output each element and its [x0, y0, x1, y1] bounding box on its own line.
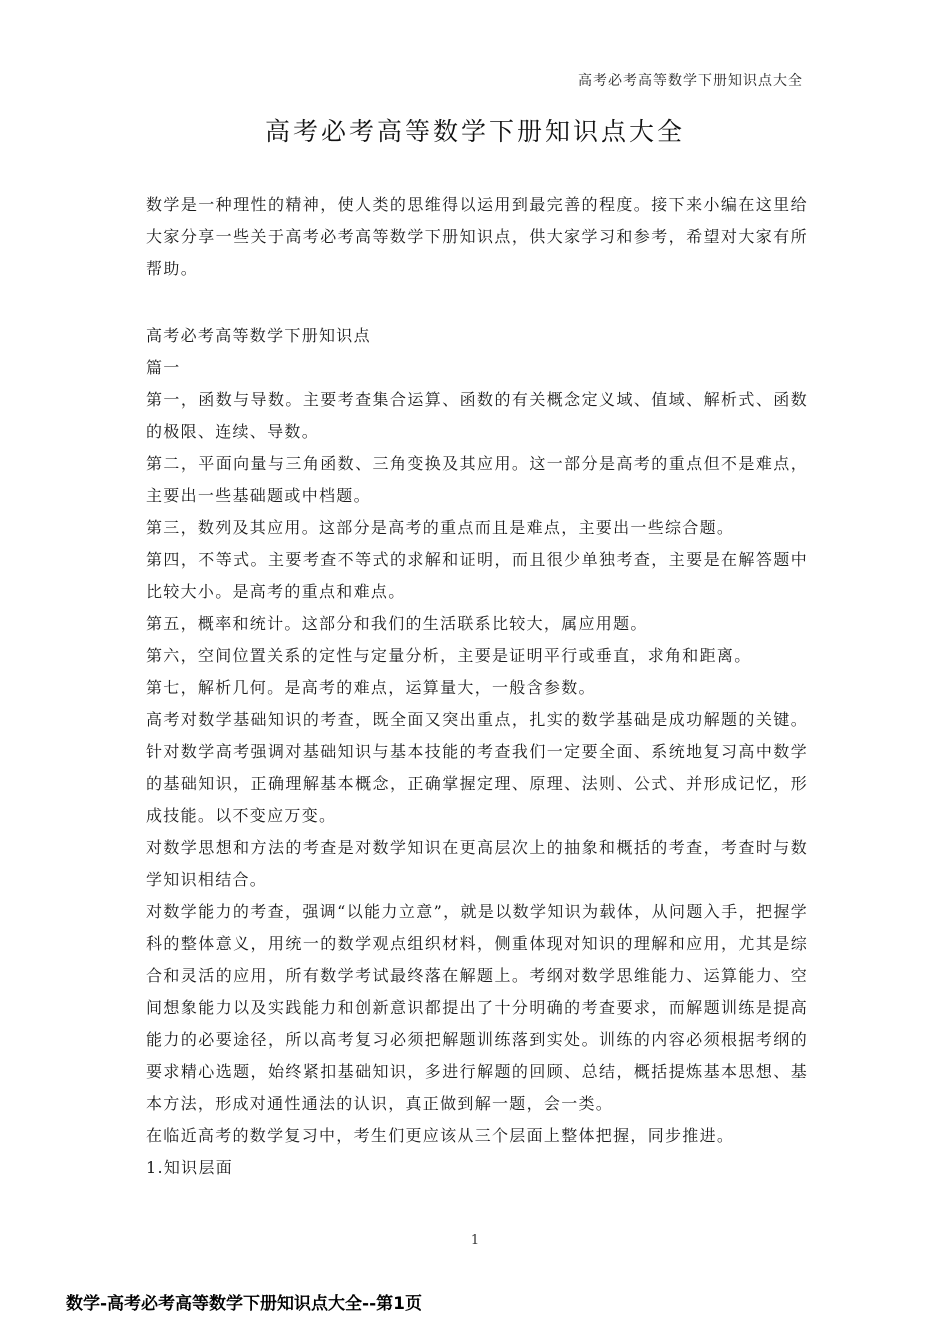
page-number: 1 — [470, 1233, 480, 1248]
body-paragraph: 第五，概率和统计。这部分和我们的生活联系比较大，属应用题。 — [146, 614, 648, 633]
body-paragraph: 在临近高考的数学复习中，考生们更应该从三个层面上整体把握，同步推进。 — [146, 1126, 735, 1145]
body-paragraph: 第三，数列及其应用。这部分是高考的重点而且是难点，主要出一些综合题。 — [146, 518, 735, 537]
body-paragraph: 对数学思想和方法的考查是对数学知识在更高层次上的抽象和概括的考查，考查时与数学知识相结合。 — [146, 838, 808, 889]
list-item-heading: 1.知识层面 — [146, 1158, 234, 1177]
document-body — [146, 320, 808, 1184]
body-paragraph: 第二，平面向量与三角函数、三角变换及其应用。这一部分是高考的重点但不是难点，主要出一些基础题或中档题。 — [146, 454, 808, 505]
body-paragraph: 第七，解析几何。是高考的难点，运算量大，一般含参数。 — [146, 678, 596, 697]
body-paragraph: 第一，函数与导数。主要考查集合运算、函数的有关概念定义域、值域、解析式、函数的极限、连续、导数。 — [146, 390, 808, 441]
body-paragraph: 第六，空间位置关系的定性与定量分析，主要是证明平行或垂直，求角和距离。 — [146, 646, 752, 665]
running-header: 高考必考高等数学下册知识点大全 — [578, 73, 803, 89]
intro-paragraph: 数学是一种理性的精神，使人类的思维得以运用到最完善的程度。接下来小编在这里给大家分享一些关于高考必考高等数学下册知识点，供大家学习和参考，希望对大家有所帮助。 — [146, 195, 808, 278]
body-paragraph: 第四，不等式。主要考查不等式的求解和证明，而且很少单独考查，主要是在解答题中比较大小。是高考的重点和难点。 — [146, 550, 808, 601]
footer-caption: 数学-高考必考高等数学下册知识点大全--第1页 — [66, 1294, 422, 1314]
body-paragraph: 对数学能力的考查，强调“以能力立意”，就是以数学知识为载体，从问题入手，把握学科的整体意义，用统一的数学观点组织材料，侧重体现对知识的理解和应用，尤其是综合和灵活的应用，所有数学考试最终落在解题上。考纲对数学思维能力、运算能力、空间想象能力以及实践能力和创新意识都提出了十分明确的考查要求，而解题训练是提高能力的必要途径，所以高考复习必须把解题训练落到实处。训练的内容必须根据考纲的要求精心选题，始终紧扣基础知识，多进行解题的回顾、总结，概括提炼基本思想、基本方法，形成对通性通法的认识，真正做到解一题，会一类。 — [146, 902, 808, 1113]
section-heading: 高考必考高等数学下册知识点 — [146, 326, 371, 345]
section-subheading: 篇一 — [146, 358, 181, 377]
page-title: 高考必考高等数学下册知识点大全 — [264, 117, 685, 146]
body-paragraph: 高考对数学基础知识的考查，既全面又突出重点，扎实的数学基础是成功解题的关键。针对数学高考强调对基础知识与基本技能的考查我们一定要全面、系统地复习高中数学的基础知识，正确理解基本概念，正确掌握定理、原理、法则、公式、并形成记忆，形成技能。以不变应万变。 — [146, 710, 808, 825]
